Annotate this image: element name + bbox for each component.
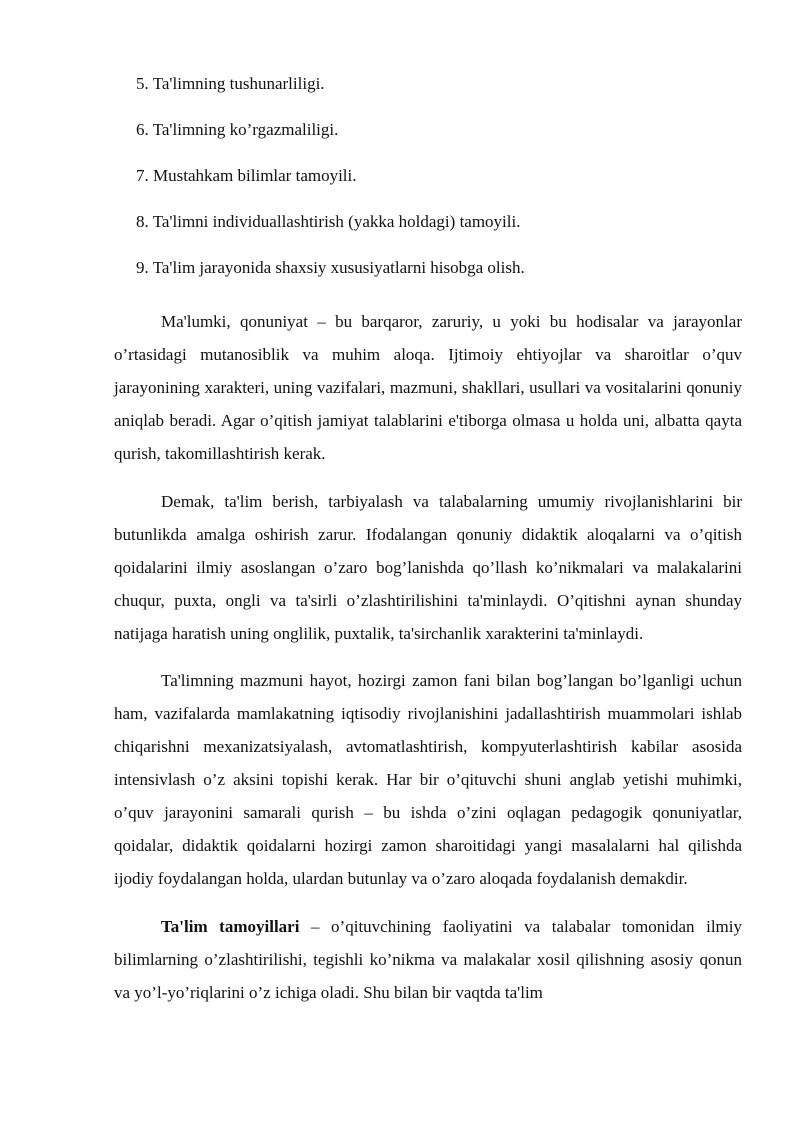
principles-list [136,74,756,304]
paragraph-unity: Demak, ta'lim berish, tarbiyalash va talabalarning umumiy rivojlanishlarini bir butunlikda amalga oshirish zarur. Ifodalangan qonuniy didaktik aloqalarni va o’qitish qoidalarini ilmiy asoslangan o’zaro bog’lanishda qo’llash ko’nikmalari va malakalarini chuqur, puxta, ongli va ta'sіrli o’zlashtirilishini ta'minlaydi. O’qitishni aynan shunday natijaga haratish uning onglilik, puxtalik, ta'sіrchanlik xarakterini ta'minlaydi. [114,491,742,643]
term-definition: – o’qituvchining faoliyatini va talabalar tomonidan ilmiy bilimlarning o’zlashtirilishi, tegishli ko’nikma va malakalar xosil qilishning asosiy qonun va yo’l-yo’riqlarini o’z ichiga oladi. Shu bilan bir vaqtda ta'lim [114,916,742,1002]
term-heading: Ta'lim tamoyillari [161,916,300,936]
list-item: 9. Ta'lim jarayonida shaxsiy xususiyatlarni hisobga olish. [136,258,525,277]
list-item: 5. Ta'limning tushunarliligi. [136,74,325,93]
paragraph-principles [114,910,742,1009]
paragraph-lawfulness: Ma'lumki, qonuniyat – bu barqaror, zaruriy, u yoki bu hodisalar va jarayonlar o’rtasidagi mutanosiblik va muhim aloqa. Ijtimoiy ehtiyojlar va sharoitlar o’quv jarayonining xarakteri, uning vazifalari, mazmuni, shakllari, usullari va vositalarini qonuniy aniqlab beradi. Agar o’qitish jamiyat talablarini e'tiborga olmasa u holda uni, albatta qayta qurish, takomillashtirish kerak. [114,312,742,463]
document-body [114,305,742,1023]
paragraph-content: Ta'limning mazmuni hayot, hozirgi zamon fani bilan bog’langan bo’lganligi uchun ham, vazifalarda mamlakatning iqtisodiy rivojlanishini jadallashtirish muammolari ishlab chiqarishni mexanizatsiyalash, avtomatlashtirish, kompyuterlashtirish kabilar asosida intensivlash o’z aksini topishi kerak. Har bir o’qituvchi shuni anglab yetishi muhimki, o’quv jarayonini samarali qurish – bu ishda o’zini oqlagan pedagogik qonuniyatlar, qoidalar, didaktik qoidalarni hozirgi zamon sharoitidagi yangi masalalarni hal qilishda ijodiy foydalangan holda, ulardan butunlay va o’zaro aloqada foydalanish demakdir. [114,671,742,888]
list-item: 6. Ta'limning ko’rgazmaliligi. [136,120,339,139]
list-item: 7. Mustahkam bilimlar tamoyili. [136,166,357,185]
list-item: 8. Ta'limni individuallashtirish (yakka holdagi) tamoyili. [136,212,521,231]
